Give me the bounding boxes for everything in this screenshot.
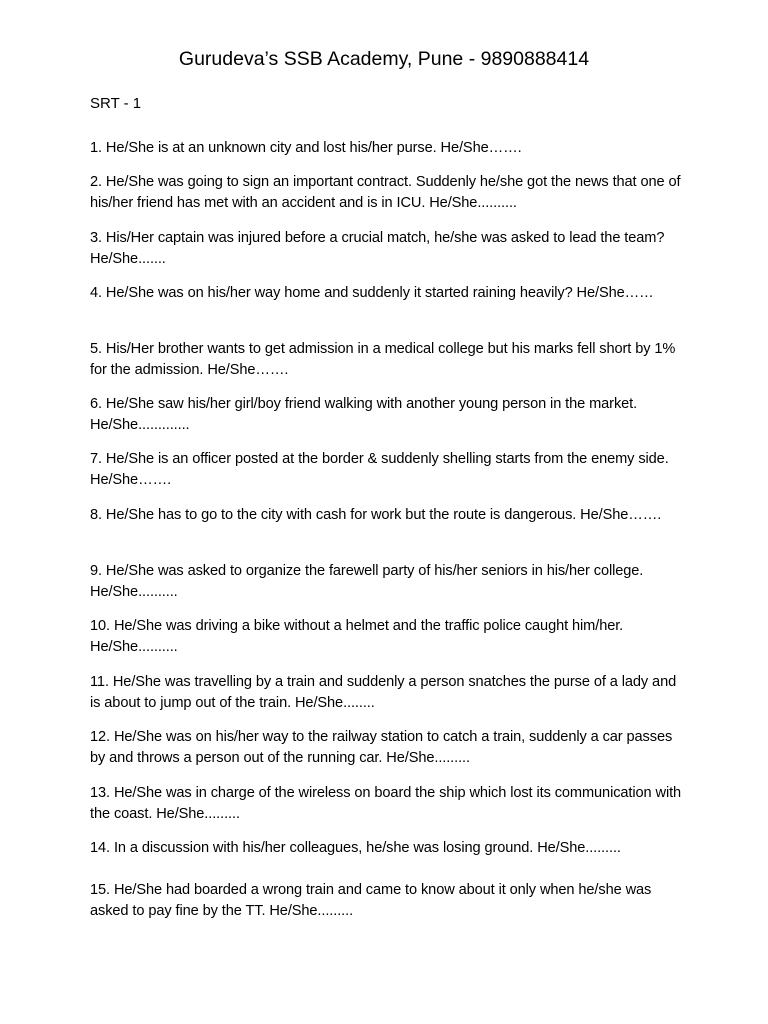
list-item: 9. He/She was asked to organize the farewell party of his/her seniors in his/her college. He/She..........: [90, 563, 644, 600]
list-item: 7. He/She is an officer posted at the border & suddenly shelling starts from the enemy side. He/She…….: [90, 451, 669, 488]
list-item: 8. He/She has to go to the city with cash for work but the route is dangerous. He/She…….: [90, 507, 662, 523]
list-item: 3. His/Her captain was injured before a crucial match, he/she was asked to lead the team? He/She.......: [90, 230, 665, 267]
list-item: 4. He/She was on his/her way home and suddenly it started raining heavily? He/She……: [90, 285, 654, 301]
list-item: 11. He/She was travelling by a train and suddenly a person snatches the purse of a lady and is about to jump out of the train. He/She........: [90, 674, 677, 711]
list-item: 13. He/She was in charge of the wireless on board the ship which lost its communication with the coast. He/She.........: [90, 785, 682, 822]
list-item: 15. He/She had boarded a wrong train and came to know about it only when he/she was asked to pay fine by the TT. He/She.........: [90, 882, 652, 919]
list-item: 6. He/She saw his/her girl/boy friend walking with another young person in the market. He/She.............: [90, 396, 638, 433]
list-item: 1. He/She is at an unknown city and lost his/her purse. He/She…….: [90, 140, 522, 156]
list-item: 14. In a discussion with his/her colleagues, he/she was losing ground. He/She.........: [90, 840, 621, 856]
list-item: 12. He/She was on his/her way to the railway station to catch a train, suddenly a car passes by and throws a person out of the running car. He/She.........: [90, 729, 673, 766]
list-item: 10. He/She was driving a bike without a helmet and the traffic police caught him/her. He/She..........: [90, 618, 624, 655]
list-item: 5. His/Her brother wants to get admission in a medical college but his marks fell short by 1% for the admission. He/She…….: [90, 341, 676, 378]
list-item: 2. He/She was going to sign an important contract. Suddenly he/she got the news that one of his/her friend has met with an accident and is in ICU. He/She..........: [90, 174, 681, 211]
page-subtitle: SRT - 1: [90, 95, 142, 112]
page-title: Gurudeva’s SSB Academy, Pune - 9890888414: [178, 48, 590, 70]
